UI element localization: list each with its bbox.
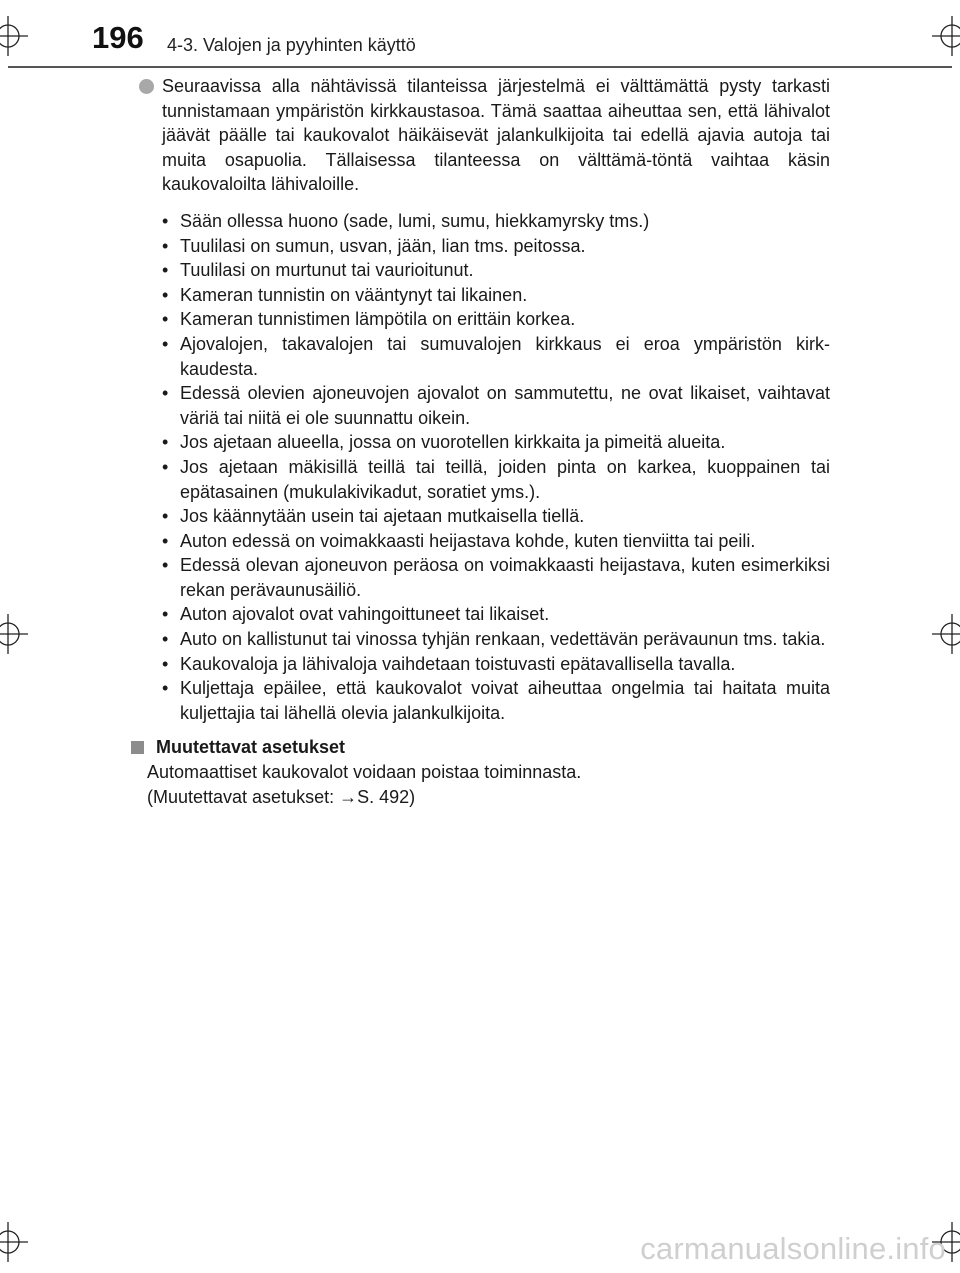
- list-item: • Kaukovaloja ja lähivaloja vaihdetaan toistuvasti epätavallisella tavalla.: [162, 652, 830, 677]
- section-title: 4-3. Valojen ja pyyhinten käyttö: [167, 35, 416, 55]
- crop-mark-icon: [0, 614, 28, 654]
- list-item: • Edessä olevien ajoneuvojen ajovalot on sammutettu, ne ovat likaiset, vaihtavat väriä tai niitä ei ole suunnattu oikein.: [162, 381, 830, 430]
- list-item: • Sään ollessa huono (sade, lumi, sumu, hiekkamyrsky tms.): [162, 209, 830, 234]
- page-number: 196: [92, 20, 144, 55]
- list-item: • Edessä olevan ajoneuvon peräosa on voimakkaasti heijastava, kuten esimerkiksi rekan perävaunusäiliö.: [162, 553, 830, 602]
- list-item: • Ajovalojen, takavalojen tai sumuvalojen kirkkaus ei eroa ympäristön kirk-kaudesta.: [162, 332, 830, 381]
- list-item: • Auto on kallistunut tai vinossa tyhjän renkaan, vedettävän perävaunun tms. takia.: [162, 627, 830, 652]
- crop-mark-icon: [932, 614, 960, 654]
- list-item: • Auton ajovalot ovat vahingoittuneet tai likaiset.: [162, 602, 830, 627]
- customization-heading-text: Muutettavat asetukset: [156, 737, 346, 758]
- list-item: • Jos käännytään usein tai ajetaan mutkaisella tiellä.: [162, 504, 830, 529]
- intro-paragraph: [130, 74, 830, 197]
- list-item: • Jos ajetaan alueella, jossa on vuorotellen kirkkaita ja pimeitä alueita.: [162, 430, 830, 455]
- square-bullet-icon: [131, 741, 144, 754]
- circle-bullet-icon: [139, 79, 154, 94]
- watermark: carmanualsonline.info: [640, 1231, 946, 1266]
- list-item: • Tuulilasi on murtunut tai vaurioitunut.: [162, 258, 830, 283]
- list-item: • Jos ajetaan mäkisillä teillä tai teillä, joiden pinta on karkea, kuoppainen tai epätasainen (mukulakivikadut, soratiet yms.).: [162, 455, 830, 504]
- header-divider: [8, 66, 952, 68]
- list-item: • Kameran tunnistin on vääntynyt tai likainen.: [162, 283, 830, 308]
- list-item: • Kameran tunnistimen lämpötila on erittäin korkea.: [162, 307, 830, 332]
- list-item: • Tuulilasi on sumun, usvan, jään, lian tms. peitossa.: [162, 234, 830, 259]
- list-item: • Auton edessä on voimakkaasti heijastava kohde, kuten tienviitta tai peili.: [162, 529, 830, 554]
- crop-mark-icon: [0, 1222, 28, 1262]
- customization-heading: [130, 735, 830, 760]
- intro-text: Seuraavissa alla nähtävissä tilanteissa järjestelmä ei välttämättä pysty tarkasti tunnistamaan ympäristön kirkkaustasoa. Tämä saattaa aiheuttaa sen, että lähivalot jäävät päälle tai kaukovalot häikäisevät jalankulkijoita tai edellä ajavia autoja tai muita osapuolia. Tällaisessa tilanteessa on välttämä-töntä vaihtaa käsin kaukovaloilta lähivaloille.: [162, 76, 830, 195]
- customization-line-2: (Muutettavat asetukset: →S. 492): [147, 786, 416, 807]
- page-header: [0, 0, 960, 70]
- page-content: [130, 74, 830, 809]
- condition-list: [130, 209, 830, 725]
- list-item: • Kuljettaja epäilee, että kaukovalot voivat aiheuttaa ongelmia tai haitata muita kuljettajia tai lähellä olevia jalankulkijoita.: [162, 676, 830, 725]
- customization-line-1: Automaattiset kaukovalot voidaan poistaa toiminnasta.: [147, 762, 582, 783]
